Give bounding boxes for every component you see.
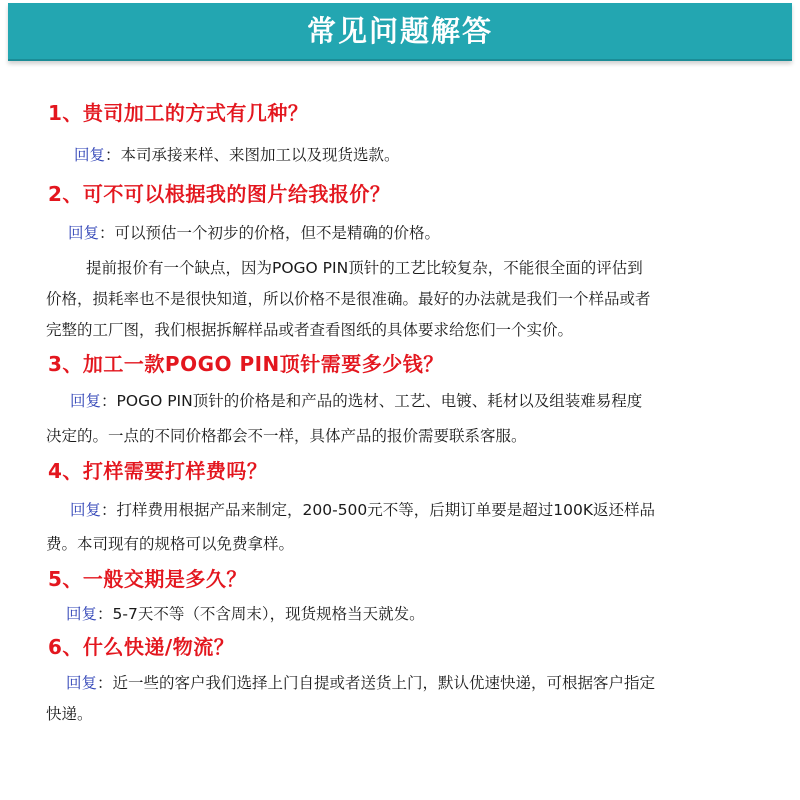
header [0,0,800,62]
answer-label: 回复 [66,674,98,692]
faq-answer-1-line-1 [74,143,400,165]
faq-question-2: 2、可不可以根据我的图片给我报价？ [48,182,391,206]
faq-question-6: 6、什么快递/物流？ [48,635,235,659]
faq-question-5: 5、一般交期是多久？ [48,567,247,591]
answer-label: 回复 [68,224,100,242]
answer-label: 回复 [66,605,98,623]
faq-answer-2-line-4: 完整的工厂图，我们根据拆解样品或者查看图纸的具体要求给您们一个实价。 [46,321,574,339]
header-band [8,3,792,61]
faq-answer-3-line-2: 决定的。一点的不同价格都会不一样，具体产品的报价需要联系客服。 [46,427,527,445]
faq-answer-4-line-2: 费。本司现有的规格可以免费拿样。 [46,535,295,553]
answer-text: ：POGO PIN顶针的价格是和产品的选材、工艺、电镀、耗材以及组装难易程度 [101,392,643,410]
faq-answer-2-line-3: 价格，损耗率也不是很快知道，所以价格不是很准确。最好的办法就是我们一个样品或者 [46,290,651,308]
faq-answer-2-line-1 [68,221,440,243]
answer-label: 回复 [70,501,102,519]
faq-answer-5-line-1 [66,602,425,624]
faq-answer-2-line-2: 提前报价有一个缺点，因为POGO PIN顶针的工艺比较复杂，不能很全面的评估到 [86,259,643,277]
answer-text: ：近一些的客户我们选择上门自提或者送货上门，默认优速快递，可根据客户指定 [97,674,656,692]
answer-text: ：5-7天不等（不含周末），现货规格当天就发。 [97,605,425,623]
faq-question-3: 3、加工一款POGO PIN顶针需要多少钱？ [48,352,444,376]
page-title: 常见问题解答 [306,14,493,48]
faq-answer-4-line-1 [70,498,655,520]
faq-answer-3-line-1 [70,389,642,411]
answer-text: ：打样费用根据产品来制定，200-500元不等，后期订单要是超过100K返还样品 [101,501,656,519]
answer-text: ：可以预估一个初步的价格，但不是精确的价格。 [99,224,441,242]
answer-label: 回复 [70,392,102,410]
faq-question-4: 4、打样需要打样费吗？ [48,459,268,483]
answer-label: 回复 [74,146,106,164]
faq-answer-6-line-2: 快递。 [46,705,93,723]
faq-answer-6-line-1 [66,671,655,693]
answer-text: ：本司承接来样、来图加工以及现货选款。 [105,146,400,164]
faq-question-1: 1、贵司加工的方式有几种？ [48,101,309,125]
